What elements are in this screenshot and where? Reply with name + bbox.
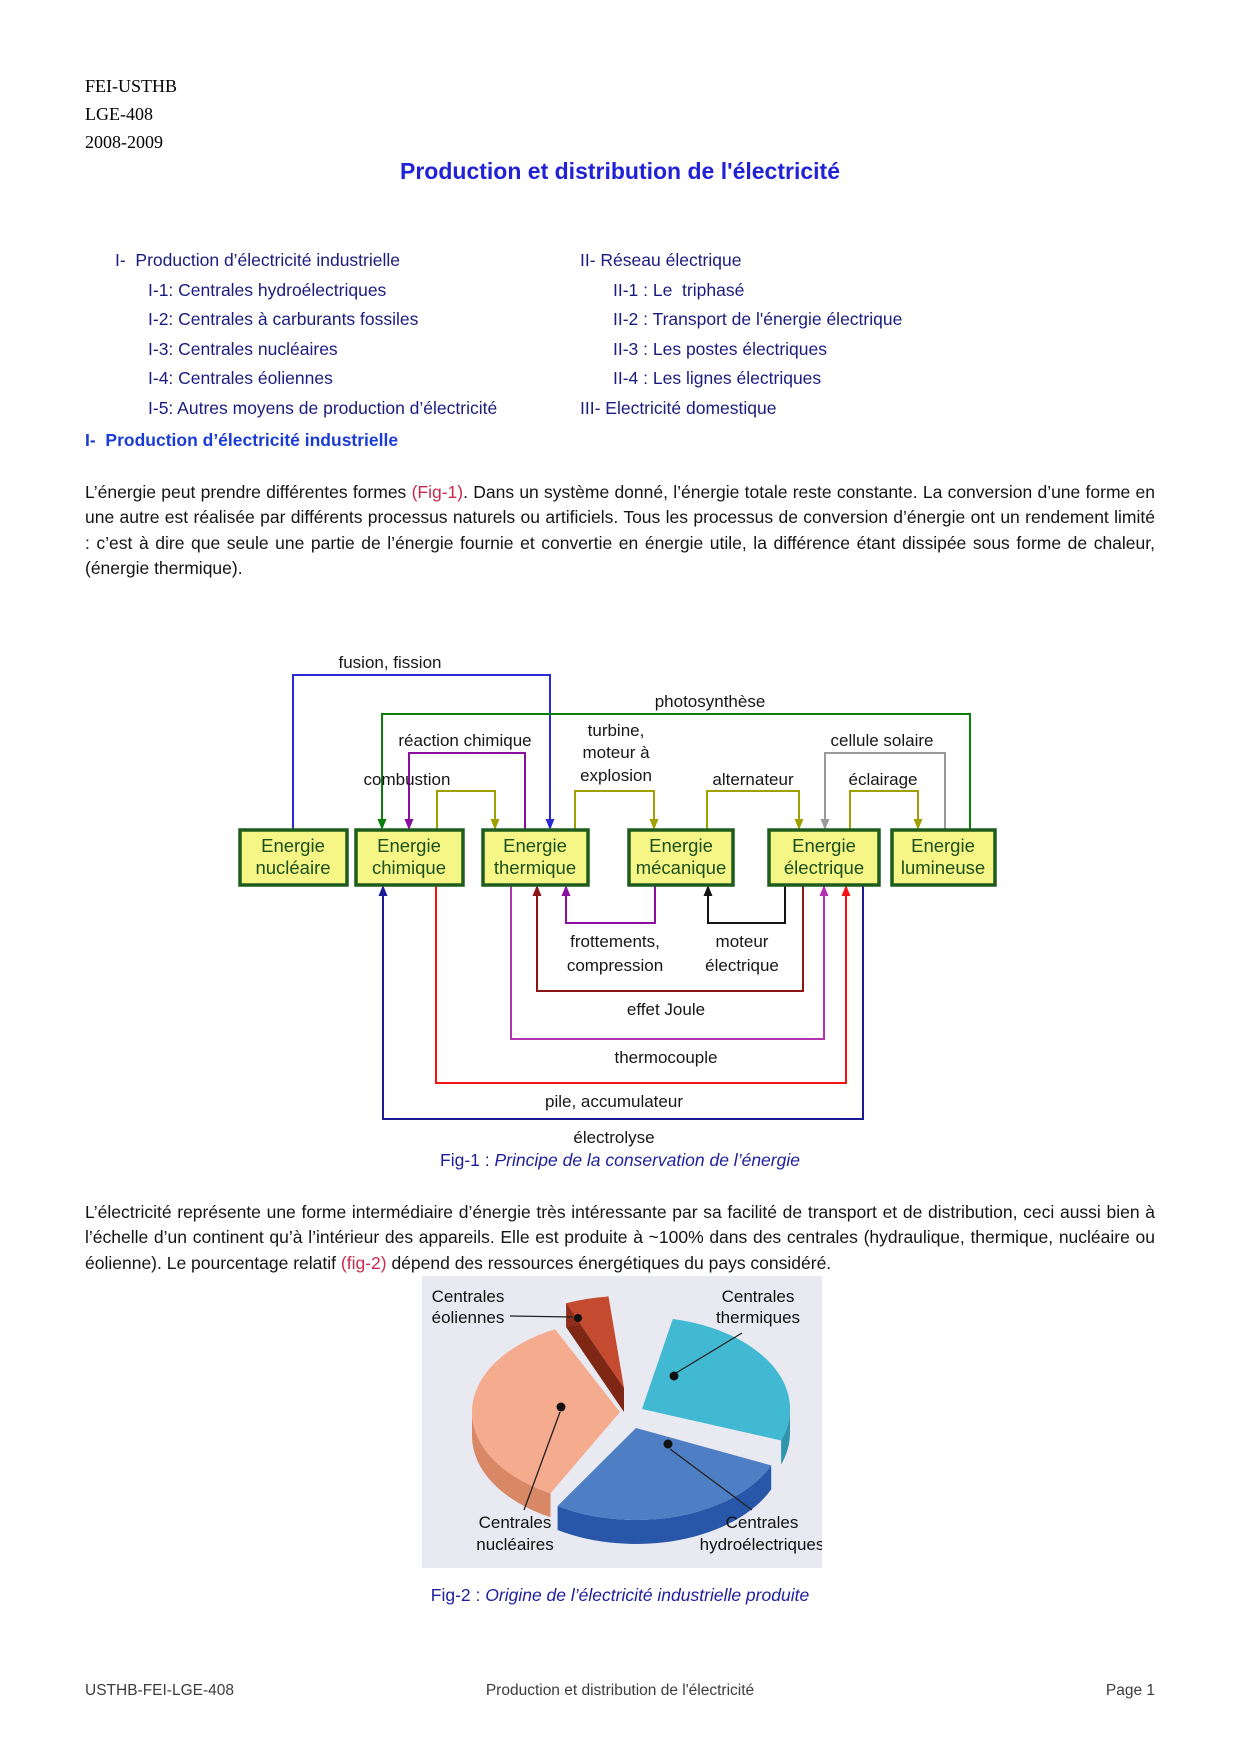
connector-moteur-electrique xyxy=(708,885,785,923)
footer-center: Production et distribution de l'électricité xyxy=(485,1682,755,1699)
toc-item: II-3 : Les postes électriques xyxy=(613,338,827,359)
toc-item: III- Electricité domestique xyxy=(580,397,777,418)
label-frottements-2: compression xyxy=(566,956,664,975)
label-frottements-1: frottements, xyxy=(570,932,660,951)
label-eclairage: éclairage xyxy=(848,770,918,789)
toc-item: II-2 : Transport de l'énergie électrique xyxy=(613,309,903,329)
svg-text:Energie: Energie xyxy=(377,835,441,856)
svg-text:mécanique: mécanique xyxy=(635,857,727,878)
svg-text:Energie: Energie xyxy=(503,835,567,856)
pie-label-thermiques-1: Centrales xyxy=(721,1287,795,1306)
toc-item: I-4: Centrales éoliennes xyxy=(148,368,333,388)
header-line: LGE-408 xyxy=(85,104,153,124)
label-pile-accumulateur: pile, accumulateur xyxy=(545,1092,683,1111)
energy-box-nucleaire xyxy=(240,830,347,885)
label-cellule-solaire: cellule solaire xyxy=(830,731,934,750)
energy-box-thermique xyxy=(483,830,588,885)
toc-item: II- Réseau électrique xyxy=(580,250,742,270)
figure-reference: (Fig-1) xyxy=(411,481,464,502)
doc-header xyxy=(85,72,177,156)
toc-left-column xyxy=(115,246,497,423)
pie-label-hydro-1: Centrales xyxy=(725,1513,799,1532)
fig2-caption-text: Origine de l’électricité industrielle produite xyxy=(485,1585,810,1605)
footer-page-number: Page 1 xyxy=(1105,1682,1155,1699)
connector-frottements xyxy=(566,885,655,923)
connector-turbine xyxy=(575,791,654,830)
svg-text:lumineuse: lumineuse xyxy=(900,857,986,878)
fig1-caption-text: Principe de la conservation de l’énergie xyxy=(494,1150,800,1170)
label-turbine-2: moteur à xyxy=(582,743,650,762)
svg-text:nucléaire: nucléaire xyxy=(255,857,331,878)
toc-right-column xyxy=(580,246,902,423)
dot-hydro xyxy=(664,1440,673,1449)
svg-text:chimique: chimique xyxy=(371,857,447,878)
toc-item: I-3: Centrales nucléaires xyxy=(148,338,338,359)
energy-box-lumineuse xyxy=(892,830,995,885)
pie-label-eoliennes-1: Centrales xyxy=(431,1287,505,1306)
pie-label-thermiques-2: thermiques xyxy=(715,1308,801,1327)
label-alternateur: alternateur xyxy=(712,770,794,789)
label-effet-joule: effet Joule xyxy=(626,1000,706,1019)
header-line: FEI-USTHB xyxy=(85,76,178,96)
pie-label-hydro-2: hydroélectriques xyxy=(699,1535,822,1554)
paragraph-text: dépend des ressources énergétiques du pays considéré. xyxy=(386,1252,832,1273)
section-heading: I- Production d’électricité industrielle xyxy=(85,430,399,450)
figure-reference: (fig-2) xyxy=(340,1252,387,1273)
toc-item: II-4 : Les lignes électriques xyxy=(613,368,822,388)
energy-box-mecanique xyxy=(629,830,733,885)
footer-left: USTHB-FEI-LGE-408 xyxy=(85,1682,235,1699)
label-combustion: combustion xyxy=(363,770,451,789)
paragraph-text: L’énergie peut prendre différentes formes xyxy=(85,481,412,502)
svg-text:Energie: Energie xyxy=(261,835,325,856)
paragraph-2 xyxy=(85,1200,1155,1277)
toc-item: I-1: Centrales hydroélectriques xyxy=(148,279,387,300)
dot-eoliennes xyxy=(574,1314,582,1322)
pie-label-nucleaires-2: nucléaires xyxy=(476,1535,554,1554)
page-footer xyxy=(85,1682,1155,1700)
label-moteur-2: électrique xyxy=(705,956,779,975)
label-reaction-chimique: réaction chimique xyxy=(398,731,532,750)
fig1-caption-prefix: Fig-1 : xyxy=(440,1150,495,1170)
label-moteur-1: moteur xyxy=(715,932,769,951)
label-turbine-3: explosion xyxy=(580,766,652,785)
leader-eoliennes xyxy=(510,1316,573,1317)
header-line: 2008-2009 xyxy=(85,132,163,152)
fig1-caption xyxy=(0,1150,1240,1171)
paragraph-text: . Dans un système donné, l’énergie totale reste constante. La conversion d’une forme en une autre est réalisée par différents processus naturels ou artificiels. Tous les processus de conversion d’énergie ont un rendement limité : c’est à dire que seule une partie de l’énergie fournie et convertie en énergie utile, la différence étant dissipée sous forme de chaleur, (énergie thermique). xyxy=(85,481,1155,579)
connector-eclairage xyxy=(850,791,918,830)
connector-alternateur xyxy=(707,791,799,830)
energy-box-electrique xyxy=(769,830,879,885)
toc-item: I-5: Autres moyens de production d’électricité xyxy=(148,397,498,418)
energy-box-chimique xyxy=(356,830,463,885)
page-title: Production et distribution de l'électricité xyxy=(400,158,840,184)
svg-text:Energie: Energie xyxy=(792,835,856,856)
fig2-caption-prefix: Fig-2 : xyxy=(430,1585,486,1605)
svg-text:Energie: Energie xyxy=(649,835,713,856)
dot-thermiques xyxy=(670,1372,679,1381)
fig2-pie-chart-panel xyxy=(422,1276,822,1568)
label-photosynthese: photosynthèse xyxy=(654,692,766,711)
label-fusion-fission: fusion, fission xyxy=(338,653,442,672)
dot-nucleaires xyxy=(557,1403,566,1412)
label-turbine-1: turbine, xyxy=(587,721,645,740)
label-thermocouple: thermocouple xyxy=(614,1048,718,1067)
fig2-caption xyxy=(0,1585,1240,1606)
toc-item: I- Production d’électricité industrielle xyxy=(115,250,400,270)
toc-item: I-2: Centrales à carburants fossiles xyxy=(148,309,419,329)
fig1-energy-conversion-diagram xyxy=(205,635,1000,1150)
svg-text:Energie: Energie xyxy=(911,835,975,856)
pie-label-nucleaires-1: Centrales xyxy=(478,1513,552,1532)
pie-label-eoliennes-2: éoliennes xyxy=(431,1308,505,1327)
svg-text:électrique: électrique xyxy=(783,857,865,878)
toc-item: II-1 : Le triphasé xyxy=(613,279,745,300)
paragraph-1 xyxy=(85,480,1155,582)
label-electrolyse: électrolyse xyxy=(573,1128,655,1147)
svg-text:thermique: thermique xyxy=(493,857,577,878)
paragraph-text: L’électricité représente une forme intermédiaire d’énergie très intéressante par sa facilité de transport et de distribution, ceci aussi bien à l’échelle d’un continent qu’à l’intérieur des appareils. Elle est produite à ~100% dans des centrales (hydraulique, thermique, nucléaire ou éolienne). Le pourcentage relatif xyxy=(85,1201,1155,1273)
connector-combustion xyxy=(437,791,495,830)
fig2-pie-chart xyxy=(422,1276,822,1568)
